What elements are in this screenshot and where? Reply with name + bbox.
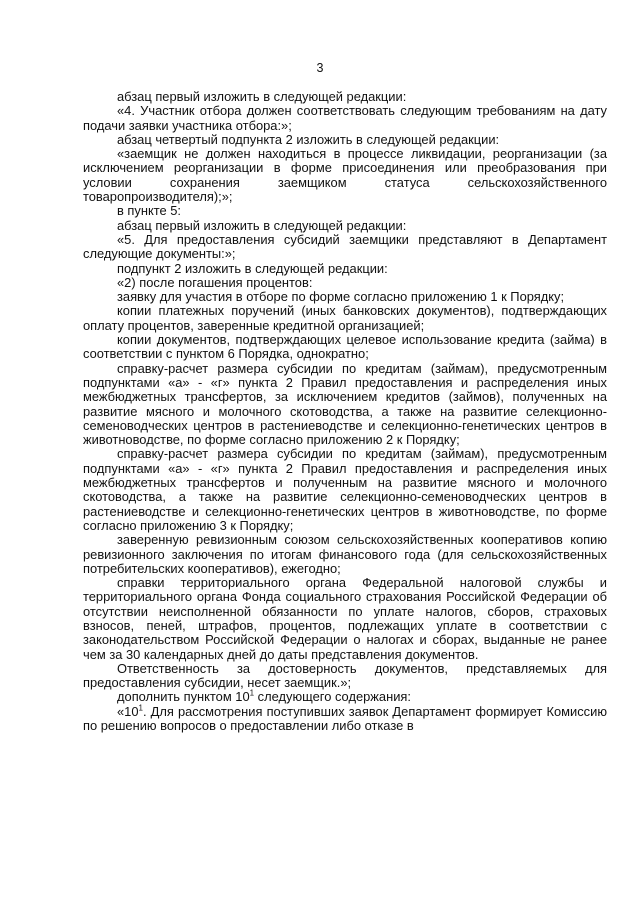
paragraph: абзац четвертый подпункта 2 изложить в следующей редакции:	[117, 131, 500, 147]
paragraph: Ответственность за достоверность документов, представляемых для предоставления субсидии, несет заемщик.»;	[83, 660, 607, 691]
paragraph: подпункт 2 изложить в следующей редакции:	[117, 260, 388, 276]
paragraph: «5. Для предоставления субсидий заемщики представляют в Департамент следующие документы:»;	[83, 231, 607, 262]
superscript: 1	[249, 689, 255, 699]
paragraph: копии документов, подтверждающих целевое использование кредита (займа) в соответствии с пунктом 6 Порядка, однократно;	[83, 332, 607, 362]
paragraph-item-10-intro	[83, 690, 607, 704]
paragraph: заверенную ревизионным союзом сельскохозяйственных кооперативов копию ревизионного заключения по итогам финансового года (для сельскохозяйственных потребительских кооперативов), ежегодно;	[83, 532, 607, 576]
paragraph: «заемщик не должен находиться в процессе ликвидации, реорганизации (за исключением реорганизации в форме присоединения или преобразования при условии сохранения заемщиком статуса сельскохозяйственного товаропроизводителя);»;	[83, 146, 607, 205]
text: . Для рассмотрения поступивших заявок Департамент формирует Комиссию по решению вопросов о предоставлении либо отказе в	[83, 703, 607, 734]
paragraph: в пункте 5:	[117, 203, 182, 219]
paragraph: заявку для участия в отборе по форме согласно приложению 1 к Порядку;	[117, 289, 565, 305]
text: дополнить пунктом 10	[117, 689, 250, 705]
text: «10	[117, 703, 139, 719]
paragraph-item-10	[83, 705, 607, 734]
paragraph: «4. Участник отбора должен соответствовать следующим требованиям на дату подачи заявки участника отбора:»;	[83, 103, 607, 133]
paragraph: абзац первый изложить в следующей редакции:	[117, 217, 407, 233]
paragraph: «2) после погашения процентов:	[117, 274, 313, 290]
paragraph: справку-расчет размера субсидии по кредитам (займам), предусмотренным подпунктами «а» - «г» пункта 2 Правил предоставления и распределения иных межбюджетных трансфертов, за исключением кредитов (займов), полученных на развитие мясного и молочного скотоводства, а также на развитие селекционно-семеноводческих центров в растениеводстве и селекционно-генетических центров в животноводстве, по форме согласно приложению 2 к Порядку;	[83, 360, 607, 448]
page-number: 3	[316, 61, 324, 75]
text: следующего содержания:	[254, 689, 411, 705]
paragraph: справки территориального органа Федеральной налоговой службы и территориального органа Фонда социального страхования Российской Федерации об отсутствии неисполненной обязанности по уплате налогов, сборов, страховых взносов, пеней, штрафов, процентов, подлежащих уплате в соответствии с законодательством Российской Федерации о налогах и сборах, выданные не ранее чем за 30 календарных дней до даты представления документов.	[83, 575, 607, 662]
paragraph: копии платежных поручений (иных банковских документов), подтверждающих оплату процентов, заверенные кредитной организацией;	[83, 303, 607, 333]
superscript: 1	[138, 703, 143, 713]
paragraph: справку-расчет размера субсидии по кредитам (займам), предусмотренным подпунктами «а» - «г» пункта 2 Правил предоставления и распределения иных межбюджетных трансфертов и полученным на развитие мясного и молочного скотоводства, а также на развитие селекционно-семеноводческих центров в растениеводстве и селекционно-генетических центров в животноводстве, по форме согласно приложению 3 к Порядку;	[83, 446, 607, 533]
document-body	[83, 90, 607, 733]
paragraph: абзац первый изложить в следующей редакции:	[117, 89, 407, 104]
